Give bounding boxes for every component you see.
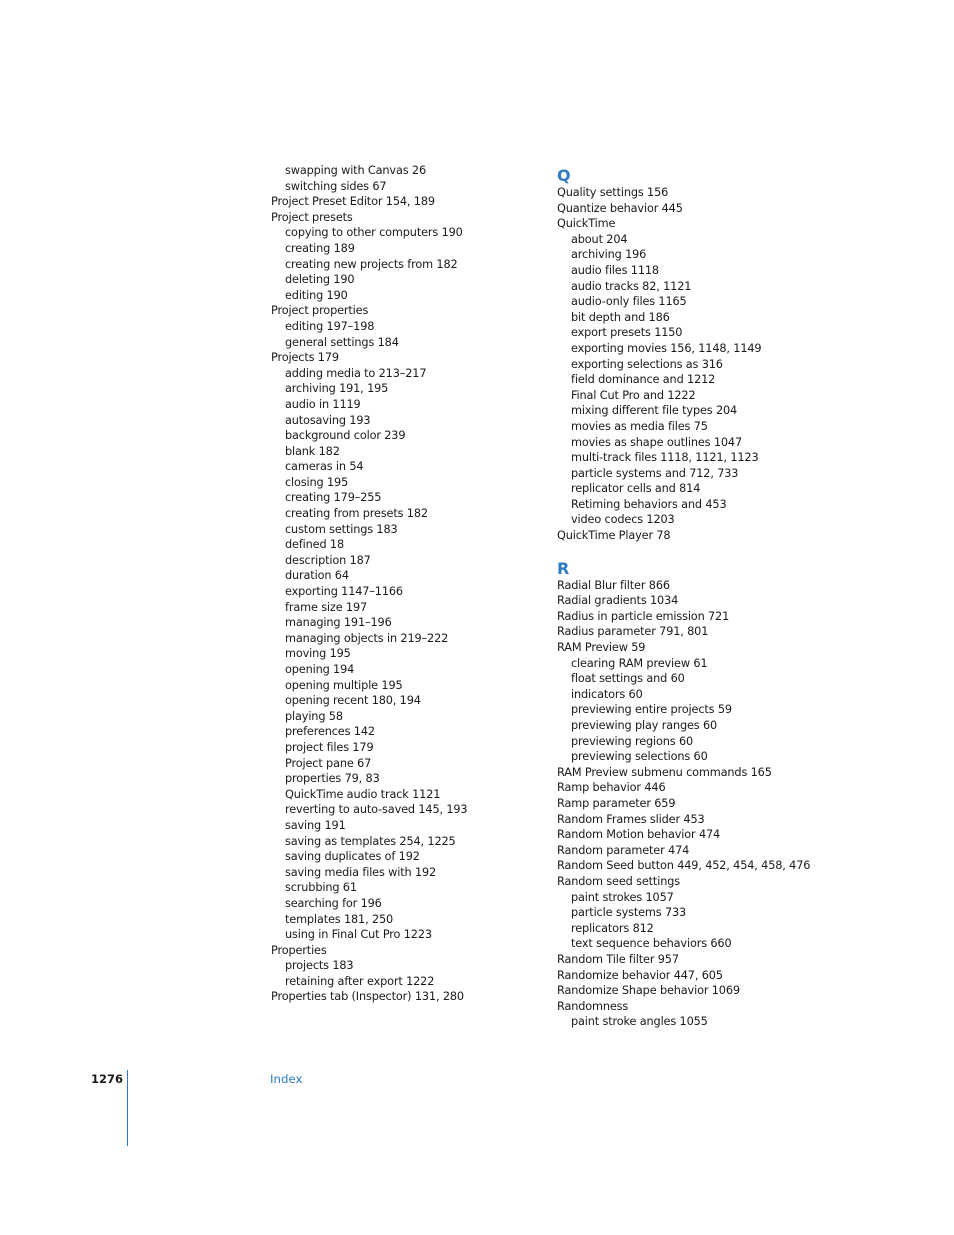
index-entry: Ramp behavior 446 [557,781,666,795]
index-entry: Random Seed button 449, 452, 454, 458, 476 [557,859,811,873]
index-subentry: archiving 191, 195 [285,382,389,396]
index-subentry: frame size 197 [285,600,368,614]
index-subentry: creating 179–255 [285,491,382,505]
index-subentry: Retiming behaviors and 453 [571,497,727,511]
index-subentry: previewing selections 60 [571,750,708,764]
index-subentry: general settings 184 [285,335,399,349]
index-subentry: audio tracks 82, 1121 [571,279,692,293]
index-entry: Quality settings 156 [557,186,669,199]
index-subentry: exporting movies 156, 1148, 1149 [571,341,762,355]
index-letter-heading: R [557,558,570,578]
index-subentry: multi-track files 1118, 1121, 1123 [571,451,759,465]
index-subentry: paint stroke angles 1055 [571,1015,708,1029]
index-entry: Radial gradients 1034 [557,594,679,608]
index-entry: Random parameter 474 [557,843,690,857]
index-subentry: bit depth and 186 [571,310,670,324]
footer-section-label: Index [270,1072,303,1086]
index-entry: QuickTime Player 78 [557,529,671,543]
index-subentry: autosaving 193 [285,413,371,427]
index-subentry: projects 183 [285,959,354,973]
index-subentry: video codecs 1203 [571,513,675,527]
index-subentry: replicator cells and 814 [571,482,701,496]
index-entry: Random Motion behavior 474 [557,828,721,842]
index-subentry: scrubbing 61 [285,881,357,895]
index-entry: RAM Preview submenu commands 165 [557,765,772,779]
index-subentry: audio in 1119 [285,397,361,411]
index-subentry: background color 239 [285,429,406,443]
index-subentry: switching sides 67 [285,179,387,193]
index-subentry: float settings and 60 [571,672,685,686]
index-subentry: creating 189 [285,241,355,255]
index-subentry: paint strokes 1057 [571,890,674,904]
index-subentry: moving 195 [285,647,351,661]
index-subentry: custom settings 183 [285,522,398,536]
index-subentry: managing 191–196 [285,616,392,630]
index-entry: Quantize behavior 445 [557,201,683,215]
index-subentry: defined 18 [285,538,344,552]
index-subentry: saving duplicates of 192 [285,850,420,864]
index-column-left [271,163,551,1005]
index-subentry: movies as shape outlines 1047 [571,435,743,449]
index-subentry: playing 58 [285,709,343,723]
index-subentry: templates 181, 250 [285,912,394,926]
index-entry: Properties tab (Inspector) 131, 280 [271,990,464,1004]
index-subentry: audio files 1118 [571,263,659,277]
index-subentry: duration 64 [285,569,349,583]
index-subentry: field dominance and 1212 [571,373,716,387]
index-subentry: about 204 [571,232,628,246]
index-subentry: properties 79, 83 [285,772,380,786]
index-subentry: indicators 60 [571,687,643,701]
footer-divider [127,1070,128,1146]
index-letter-heading: Q [557,166,571,185]
index-entry: Random Tile filter 957 [557,952,679,966]
index-subentry: blank 182 [285,444,340,458]
index-subentry: export presets 1150 [571,326,683,340]
index-subentry: opening 194 [285,663,355,676]
index-entry: Ramp parameter 659 [557,796,676,810]
index-subentry: saving 191 [285,818,346,832]
index-subentry: particle systems 733 [571,906,687,920]
index-subentry: archiving 196 [571,248,647,262]
index-subentry: copying to other computers 190 [285,226,463,240]
index-subentry: replicators 812 [571,921,654,935]
index-subentry: description 187 [285,553,371,567]
index-subentry: text sequence behaviors 660 [571,937,732,951]
index-subentry: exporting 1147–1166 [285,585,403,599]
index-entry: Random seed settings [557,874,680,888]
index-entry: Project Preset Editor 154, 189 [271,195,435,209]
index-subentry: closing 195 [285,475,349,489]
index-subentry: previewing play ranges 60 [571,719,718,732]
index-subentry: cameras in 54 [285,460,364,474]
index-column-right [557,163,837,1030]
index-subentry: creating new projects from 182 [285,257,458,271]
index-entry: Randomize behavior 447, 605 [557,968,723,982]
index-entry: RAM Preview 59 [557,641,646,655]
index-subentry: editing 190 [285,288,348,302]
index-subentry: opening multiple 195 [285,678,403,692]
index-entry: Randomness [557,999,629,1013]
index-subentry: retaining after export 1222 [285,974,435,988]
index-subentry: managing objects in 219–222 [285,631,449,645]
index-entry: Randomize Shape behavior 1069 [557,984,740,998]
index-subentry: clearing RAM preview 61 [571,656,708,670]
index-subentry: editing 197–198 [285,319,375,333]
index-subentry: previewing entire projects 59 [571,703,732,717]
index-entry: QuickTime [557,217,616,231]
index-subentry: creating from presets 182 [285,507,428,521]
index-entry: Projects 179 [271,351,339,365]
index-entry: Random Frames slider 453 [557,812,705,826]
index-subentry: Final Cut Pro and 1222 [571,388,696,402]
index-subentry: mixing different file types 204 [571,404,738,418]
index-subentry: using in Final Cut Pro 1223 [285,928,432,942]
index-subentry: movies as media files 75 [571,419,708,433]
index-subentry: exporting selections as 316 [571,357,723,371]
index-subentry: searching for 196 [285,896,382,910]
index-subentry: particle systems and 712, 733 [571,466,739,480]
index-subentry: reverting to auto-saved 145, 193 [285,803,468,817]
page-number: 1276 [91,1072,124,1086]
index-subentry: adding media to 213–217 [285,366,427,380]
index-subentry: opening recent 180, 194 [285,694,421,708]
index-subentry: previewing regions 60 [571,734,694,748]
index-entry: Radius parameter 791, 801 [557,625,709,639]
index-subentry: saving media files with 192 [285,865,437,879]
index-subentry: deleting 190 [285,273,355,287]
index-entry: Project presets [271,210,353,224]
index-subentry: project files 179 [285,740,374,754]
index-subentry: Project pane 67 [285,756,372,770]
index-subentry: saving as templates 254, 1225 [285,834,456,848]
index-entry: Properties [271,943,327,957]
index-subentry: swapping with Canvas 26 [285,164,426,177]
index-subentry: preferences 142 [285,725,375,739]
index-subentry: QuickTime audio track 1121 [285,787,441,801]
index-entry: Radius in particle emission 721 [557,609,730,623]
index-entry: Radial Blur filter 866 [557,578,670,592]
index-entry: Project properties [271,304,369,318]
index-subentry: audio-only files 1165 [571,295,687,309]
